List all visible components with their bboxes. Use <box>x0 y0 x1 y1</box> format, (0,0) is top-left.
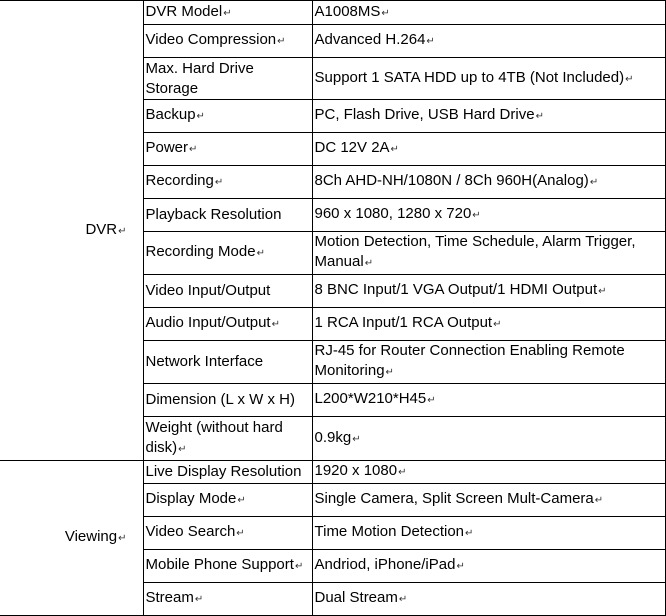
spec-value: Single Camera, Split Screen Mult-Camera↵ <box>312 484 665 517</box>
spec-label: DVR Model↵ <box>143 1 312 25</box>
paragraph-mark-icon: ↵ <box>535 111 544 122</box>
paragraph-mark-icon: ↵ <box>625 73 634 85</box>
spec-value: Motion Detection, Time Schedule, Alarm Trigger, Manual↵ <box>312 232 665 275</box>
spec-label: Recording Mode↵ <box>143 232 312 275</box>
spec-value: 960 x 1080, 1280 x 720↵ <box>312 199 665 232</box>
spec-label: Display Mode↵ <box>143 484 312 517</box>
spec-label: Video Search↵ <box>143 517 312 550</box>
spec-value: 1 RCA Input/1 RCA Output↵ <box>312 308 665 341</box>
spec-label: Max. Hard Drive Storage <box>143 58 312 100</box>
paragraph-mark-icon: ↵ <box>472 210 481 221</box>
paragraph-mark-icon: ↵ <box>398 594 408 605</box>
paragraph-mark-icon: ↵ <box>493 319 502 330</box>
spec-value: Time Motion Detection↵ <box>312 517 665 550</box>
paragraph-mark-icon: ↵ <box>385 367 394 378</box>
paragraph-mark-icon: ↵ <box>277 36 286 47</box>
spec-label: Backup↵ <box>143 100 312 133</box>
group-label: DVR <box>85 220 118 238</box>
spec-value: Advanced H.264↵ <box>312 25 665 58</box>
spec-label: Network Interface <box>143 341 312 384</box>
group-cell-viewing <box>0 461 143 616</box>
paragraph-mark-icon: ↵ <box>214 177 224 188</box>
spec-label: Weight (without hard disk)↵ <box>143 417 312 461</box>
paragraph-mark-icon: ↵ <box>594 495 604 506</box>
spec-label: Power↵ <box>143 133 312 166</box>
paragraph-mark-icon: ↵ <box>118 225 127 237</box>
spec-value: 1920 x 1080↵ <box>312 461 665 484</box>
paragraph-mark-icon: ↵ <box>381 7 390 19</box>
spec-label: Live Display Resolution <box>143 461 312 484</box>
spec-value: 8Ch AHD-NH/1080N / 8Ch 960H(Analog)↵ <box>312 166 665 199</box>
paragraph-mark-icon: ↵ <box>398 467 407 478</box>
paragraph-mark-icon: ↵ <box>589 177 599 188</box>
paragraph-mark-icon: ↵ <box>196 111 205 122</box>
spec-value: 8 BNC Input/1 VGA Output/1 HDMI Output↵ <box>312 275 665 308</box>
paragraph-mark-icon: ↵ <box>294 561 304 572</box>
spec-value: 0.9kg↵ <box>312 417 665 461</box>
paragraph-mark-icon: ↵ <box>237 495 246 506</box>
paragraph-mark-icon: ↵ <box>271 319 280 330</box>
paragraph-mark-icon: ↵ <box>178 443 187 455</box>
spec-label: Dimension (L x W x H) <box>143 384 312 417</box>
paragraph-mark-icon: ↵ <box>426 36 435 47</box>
spec-value: Andriod, iPhone/iPad↵ <box>312 550 665 583</box>
spec-value: Dual Stream↵ <box>312 583 665 616</box>
spec-value: A1008MS↵ <box>312 1 665 25</box>
group-label: Viewing <box>64 528 118 545</box>
paragraph-mark-icon: ↵ <box>118 533 127 544</box>
spec-label: Video Input/Output <box>143 275 312 308</box>
spec-label: Video Compression↵ <box>143 25 312 58</box>
spec-value: PC, Flash Drive, USB Hard Drive↵ <box>312 100 665 133</box>
paragraph-mark-icon: ↵ <box>256 248 265 259</box>
paragraph-mark-icon: ↵ <box>390 144 399 155</box>
paragraph-mark-icon: ↵ <box>465 528 474 539</box>
table-row <box>0 461 665 484</box>
paragraph-mark-icon: ↵ <box>364 258 374 269</box>
paragraph-mark-icon: ↵ <box>352 433 361 445</box>
spec-label: Mobile Phone Support↵ <box>143 550 312 583</box>
spec-label: Playback Resolution <box>143 199 312 232</box>
paragraph-mark-icon: ↵ <box>456 561 465 572</box>
spec-label: Recording↵ <box>143 166 312 199</box>
spec-value: RJ-45 for Router Connection Enabling Remote Monitoring↵ <box>312 341 665 384</box>
paragraph-mark-icon: ↵ <box>236 528 245 539</box>
spec-value: Support 1 SATA HDD up to 4TB (Not Included)↵ <box>312 58 665 100</box>
group-cell-dvr <box>0 1 143 461</box>
paragraph-mark-icon: ↵ <box>189 144 198 155</box>
spec-value: DC 12V 2A↵ <box>312 133 665 166</box>
spec-label: Audio Input/Output↵ <box>143 308 312 341</box>
paragraph-mark-icon: ↵ <box>427 395 436 406</box>
paragraph-mark-icon: ↵ <box>223 7 232 19</box>
paragraph-mark-icon: ↵ <box>598 286 607 297</box>
paragraph-mark-icon: ↵ <box>194 594 204 605</box>
table-row <box>0 1 665 25</box>
spec-value: L200*W210*H45↵ <box>312 384 665 417</box>
spec-label: Stream↵ <box>143 583 312 616</box>
